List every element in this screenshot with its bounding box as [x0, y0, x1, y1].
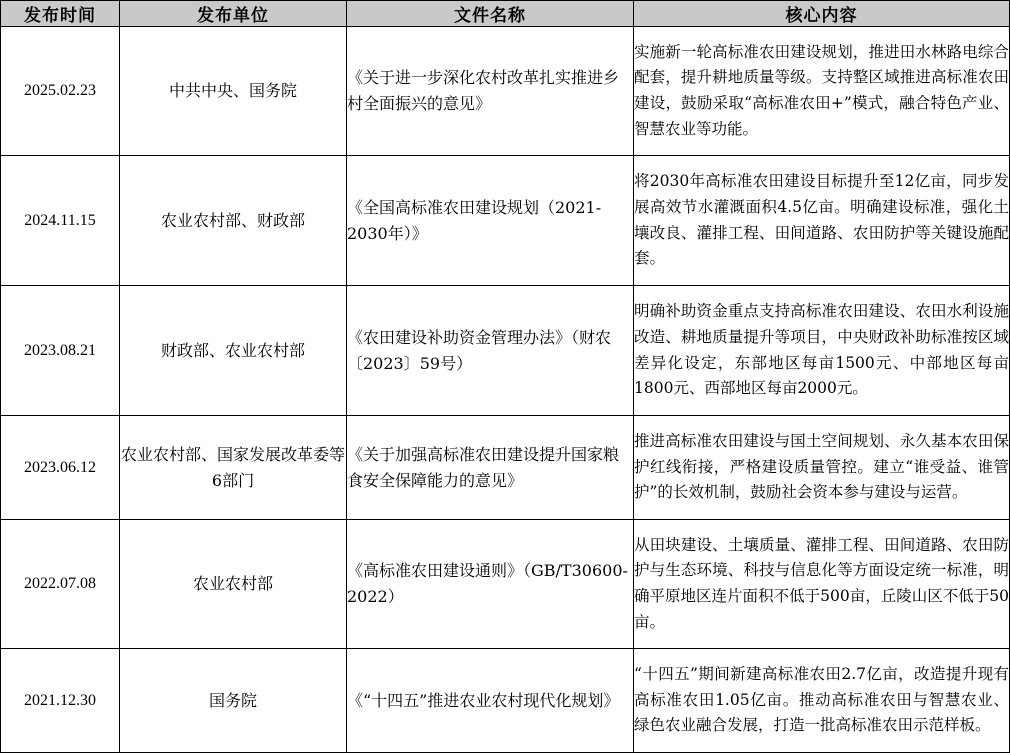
document-cell: 《农田建设补助资金管理办法》（财农〔2023〕59号） — [347, 286, 634, 416]
issuer-cell: 国务院 — [120, 649, 347, 753]
header-row — [1, 1, 1010, 27]
date-cell: 2024.11.15 — [1, 156, 120, 286]
content-cell: “十四五”期间新建高标准农田2.7亿亩，改造提升现有高标准农田1.05亿亩。推动高标准农田与智慧农业、绿色农业融合发展，打造一批高标准农田示范样板。 — [634, 649, 1010, 753]
date-cell: 2023.08.21 — [1, 286, 120, 416]
content-cell: 将2030年高标准农田建设目标提升至12亿亩，同步发展高效节水灌溉面积4.5亿亩。明确建设标准，强化土壤改良、灌排工程、田间道路、农田防护等关键设施配套。 — [634, 156, 1010, 286]
content-cell: 从田块建设、土壤质量、灌排工程、田间道路、农田防护与生态环境、科技与信息化等方面设定统一标准，明确平原地区连片面积不低于500亩，丘陵山区不低于50亩。 — [634, 520, 1010, 649]
table-row — [1, 649, 1010, 753]
header-issuer: 发布单位 — [120, 1, 347, 27]
issuer-cell: 农业农村部、国家发展改革委等6部门 — [120, 416, 347, 520]
issuer-cell: 农业农村部 — [120, 520, 347, 649]
date-cell: 2022.07.08 — [1, 520, 120, 649]
table-row — [1, 286, 1010, 416]
table-row — [1, 156, 1010, 286]
content-cell: 明确补助资金重点支持高标准农田建设、农田水利设施改造、耕地质量提升等项目，中央财政补助标准按区域差异化设定，东部地区每亩1500元、中部地区每亩1800元、西部地区每亩2000元。 — [634, 286, 1010, 416]
table-row — [1, 27, 1010, 156]
header-content: 核心内容 — [634, 1, 1010, 27]
table-row — [1, 520, 1010, 649]
table-row — [1, 416, 1010, 520]
date-cell: 2025.02.23 — [1, 27, 120, 156]
issuer-cell: 中共中央、国务院 — [120, 27, 347, 156]
content-cell: 推进高标准农田建设与国土空间规划、永久基本农田保护红线衔接，严格建设质量管控。建立“谁受益、谁管护”的长效机制，鼓励社会资本参与建设与运营。 — [634, 416, 1010, 520]
document-cell: 《全国高标准农田建设规划（2021-2030年）》 — [347, 156, 634, 286]
issuer-cell: 财政部、农业农村部 — [120, 286, 347, 416]
document-cell: 《关于加强高标准农田建设提升国家粮食安全保障能力的意见》 — [347, 416, 634, 520]
issuer-cell: 农业农村部、财政部 — [120, 156, 347, 286]
content-cell: 实施新一轮高标准农田建设规划，推进田水林路电综合配套，提升耕地质量等级。支持整区域推进高标准农田建设，鼓励采取“高标准农田+”模式，融合特色产业、智慧农业等功能。 — [634, 27, 1010, 156]
document-cell: 《“十四五”推进农业农村现代化规划》 — [347, 649, 634, 753]
header-document: 文件名称 — [347, 1, 634, 27]
document-cell: 《关于进一步深化农村改革扎实推进乡村全面振兴的意见》 — [347, 27, 634, 156]
date-cell: 2021.12.30 — [1, 649, 120, 753]
date-cell: 2023.06.12 — [1, 416, 120, 520]
header-date: 发布时间 — [1, 1, 120, 27]
document-cell: 《高标准农田建设通则》（GB/T30600-2022） — [347, 520, 634, 649]
